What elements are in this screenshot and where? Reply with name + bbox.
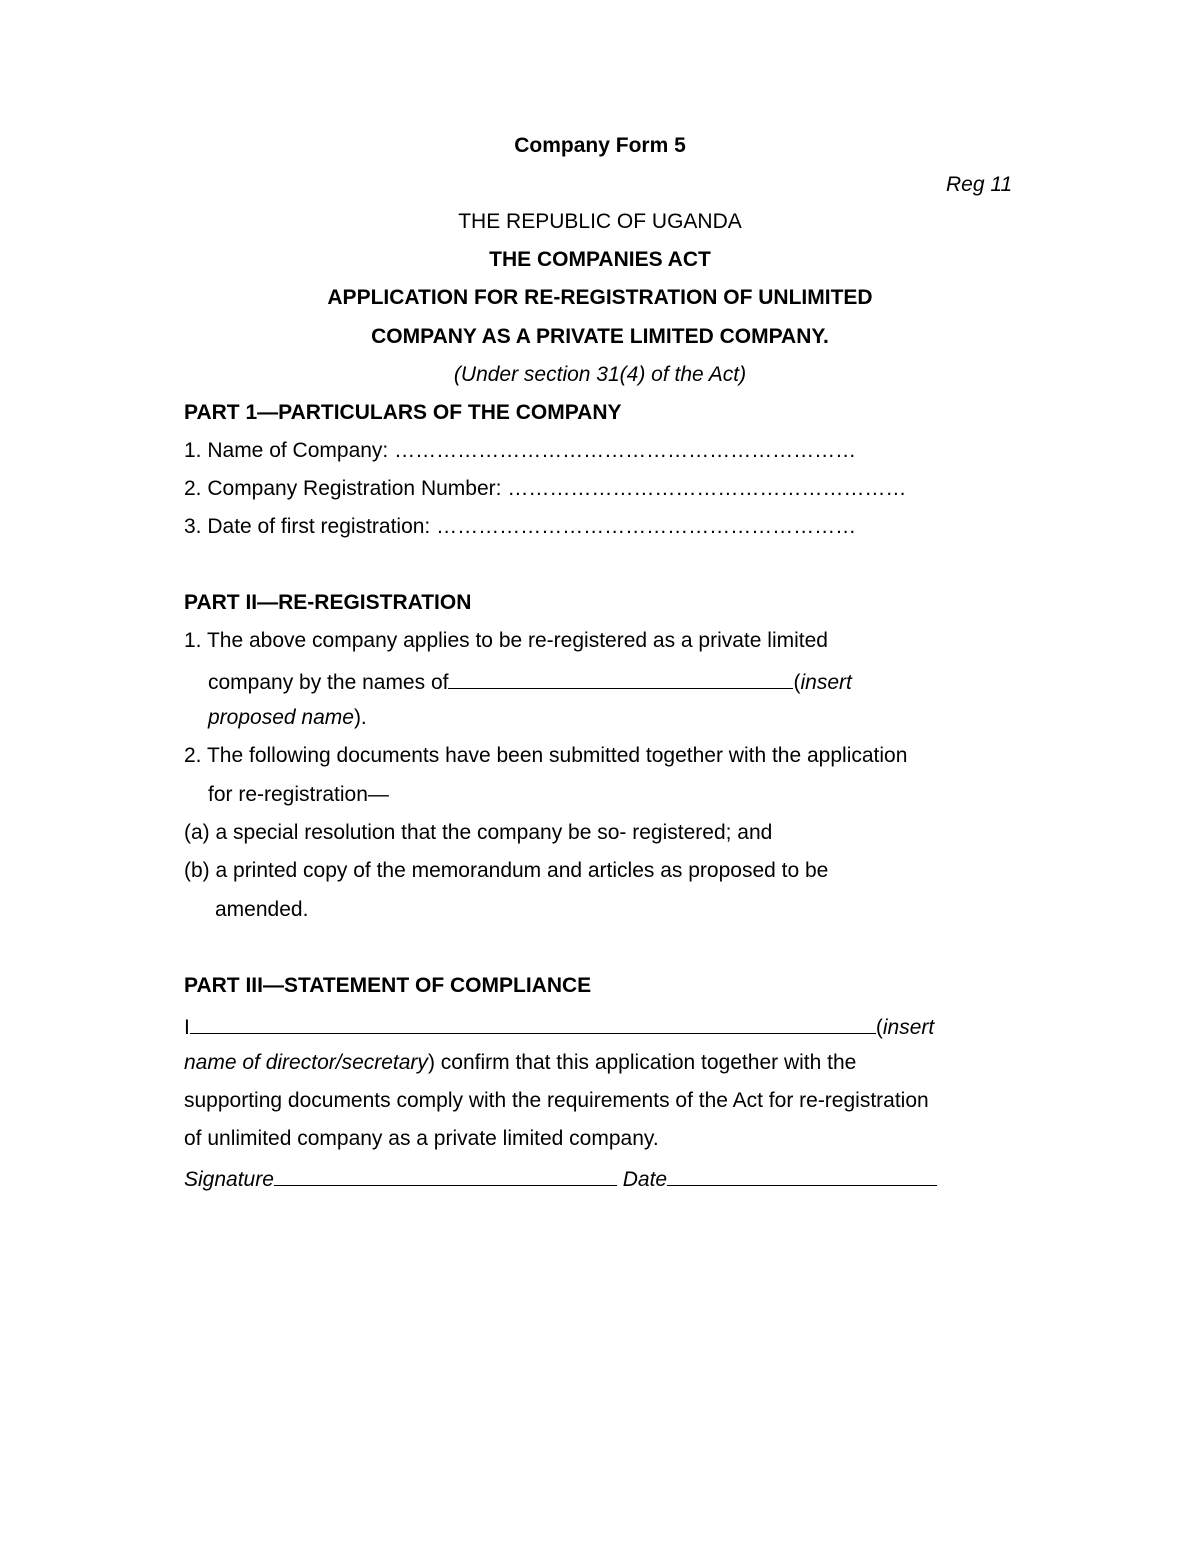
regulation-reference: Reg 11 [946,173,1013,196]
part3-line4: of unlimited company as a private limited company. [184,1127,659,1150]
part3-heading: PART III—STATEMENT OF COMPLIANCE [184,974,592,997]
part2-heading: PART II—RE-REGISTRATION [184,591,472,614]
part3-line1 [184,1013,934,1037]
part2-sub-b-line1: (b) a printed copy of the memorandum and articles as proposed to be [184,859,829,882]
part2-item2-line2: for re-registration— [208,783,389,806]
field-company-name-label: 1. Name of Company: [184,439,395,462]
application-title-line1: APPLICATION FOR RE-REGISTRATION OF UNLIMITED [327,286,873,309]
field-first-registration-date [184,515,856,539]
part3-line1-prefix: I [184,1016,190,1039]
republic-heading: THE REPUBLIC OF UGANDA [458,210,742,233]
date-label: Date [622,1168,668,1191]
paren-open: ( [875,1016,883,1039]
part2-item2-line1: 2. The following documents have been submitted together with the application [184,744,908,767]
part3-line2 [184,1051,856,1075]
insert-hint: insert [882,1016,935,1039]
field-company-name [184,439,856,463]
part2-sub-a: (a) a special resolution that the company be so- registered; and [184,821,773,844]
application-title-line2: COMPANY AS A PRIVATE LIMITED COMPANY. [371,325,829,348]
field-first-registration-date-label: 3. Date of first registration: [184,515,437,538]
proposed-name-hint: proposed name [208,706,354,729]
director-secretary-hint: name of director/secretary [184,1051,428,1074]
part2-item1-line2-text: company by the names of [208,671,449,694]
section-reference: (Under section 31(4) of the Act) [453,363,747,386]
part2-item1-line2 [208,668,852,692]
field-first-registration-date-dots: …………………………………………………… [436,515,857,538]
field-company-name-dots: ………………………………………………………… [394,439,857,462]
part2-sub-b-line2: amended. [215,898,309,921]
insert-hint: insert [800,671,852,694]
signature-date-row [184,1165,937,1189]
proposed-name-blank [448,668,793,689]
part3-line3: supporting documents comply with the requirements of the Act for re-registration [184,1089,929,1112]
director-name-blank [190,1013,876,1034]
field-registration-number-label: 2. Company Registration Number: [184,477,508,500]
act-heading: THE COMPANIES ACT [489,248,711,271]
part3-line2-text: ) confirm that this application together with the [427,1051,857,1074]
part2-item1-line1: 1. The above company applies to be re-registered as a private limited [184,629,828,652]
field-registration-number-dots: ………………………………………………… [507,477,907,500]
signature-blank [274,1165,617,1186]
part2-item1-line3 [208,706,367,730]
field-registration-number [184,477,906,501]
part1-heading: PART 1—PARTICULARS OF THE COMPANY [184,401,622,424]
part2-item1-line3-suffix: ). [353,706,367,729]
form-title: Company Form 5 [514,134,686,157]
paren-open: ( [793,671,801,694]
date-blank [667,1165,937,1186]
signature-label: Signature [184,1168,274,1191]
